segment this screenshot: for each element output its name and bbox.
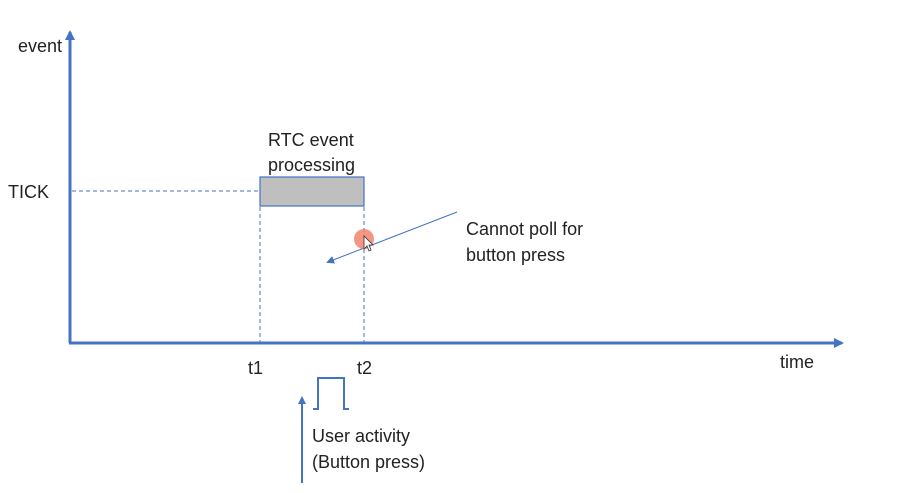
annotation-arrow	[328, 212, 457, 262]
user-activity-line2: (Button press)	[312, 452, 426, 472]
x-axis-label: time	[780, 352, 815, 372]
y-axis-label: event	[18, 36, 63, 56]
processing-label-line1: RTC event	[268, 130, 354, 150]
annotation-line1: Cannot poll for	[466, 219, 584, 239]
button-press-pulse	[313, 378, 349, 409]
user-activity-line1: User activity	[312, 426, 411, 446]
processing-label-line2: processing	[268, 155, 356, 175]
t2-label: t2	[357, 358, 373, 378]
t1-label: t1	[248, 358, 264, 378]
rtc-processing-box	[260, 177, 364, 206]
tick-label: TICK	[8, 182, 50, 202]
annotation-line2: button press	[466, 245, 566, 265]
